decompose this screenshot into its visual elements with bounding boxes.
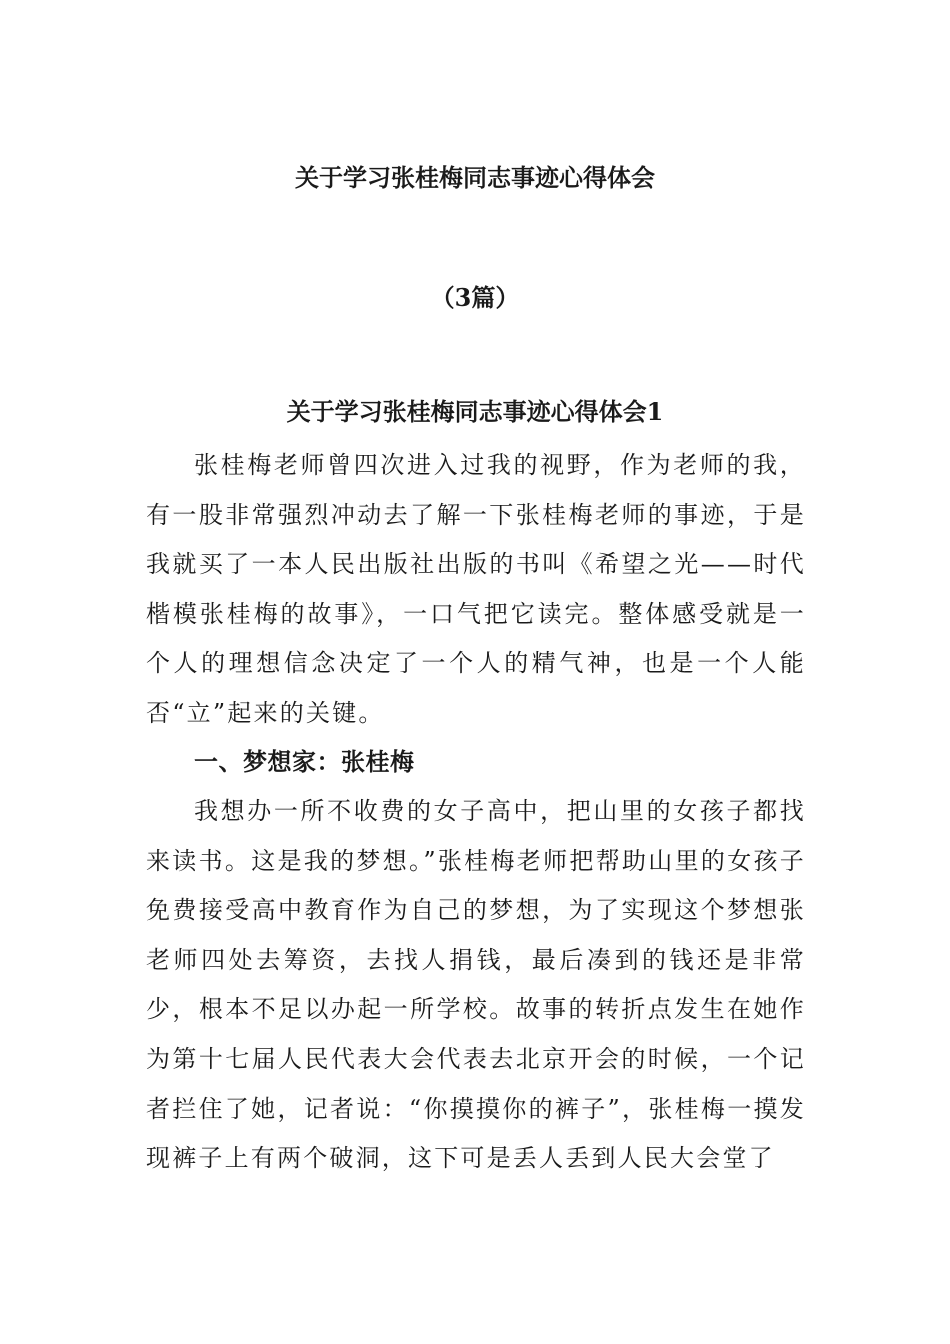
- document-title: 关于学习张桂梅同志事迹心得体会: [295, 163, 655, 192]
- paragraph-intro: 张桂梅老师曾四次进入过我的视野，作为老师的我，有一股非常强烈冲动去了解一下张桂梅老师的事迹，于是我就买了一本人民出版社出版的书叫《希望之光——时代楷模张桂梅的故事》，一口气把它读完。整体感受就是一个人的理想信念决定了一个人的精气神，也是一个人能否“立”起来的关键。: [146, 451, 806, 727]
- section-title: 关于学习张桂梅同志事迹心得体会1: [286, 397, 664, 426]
- body-block-heading: [146, 738, 806, 788]
- body-block-intro: [146, 441, 806, 739]
- document-subtitle: （3篇）: [430, 283, 520, 312]
- subheading-dreamer: 一、梦想家：张桂梅: [194, 748, 415, 776]
- body-block-dream: [146, 787, 806, 1184]
- paragraph-dream: 我想办一所不收费的女子高中，把山里的女孩子都找来读书。这是我的梦想。”张桂梅老师把帮助山里的女孩子免费接受高中教育作为自己的梦想，为了实现这个梦想张老师四处去筹资，去找人捐钱，最后凑到的钱还是非常少，根本不足以办起一所学校。故事的转折点发生在她作为第十七届人民代表大会代表去北京开会的时候，一个记者拦住了她，记者说：“你摸摸你的裤子”，张桂梅一摸发现裤子上有两个破洞，这下可是丢人丢到人民大会堂了: [146, 797, 806, 1173]
